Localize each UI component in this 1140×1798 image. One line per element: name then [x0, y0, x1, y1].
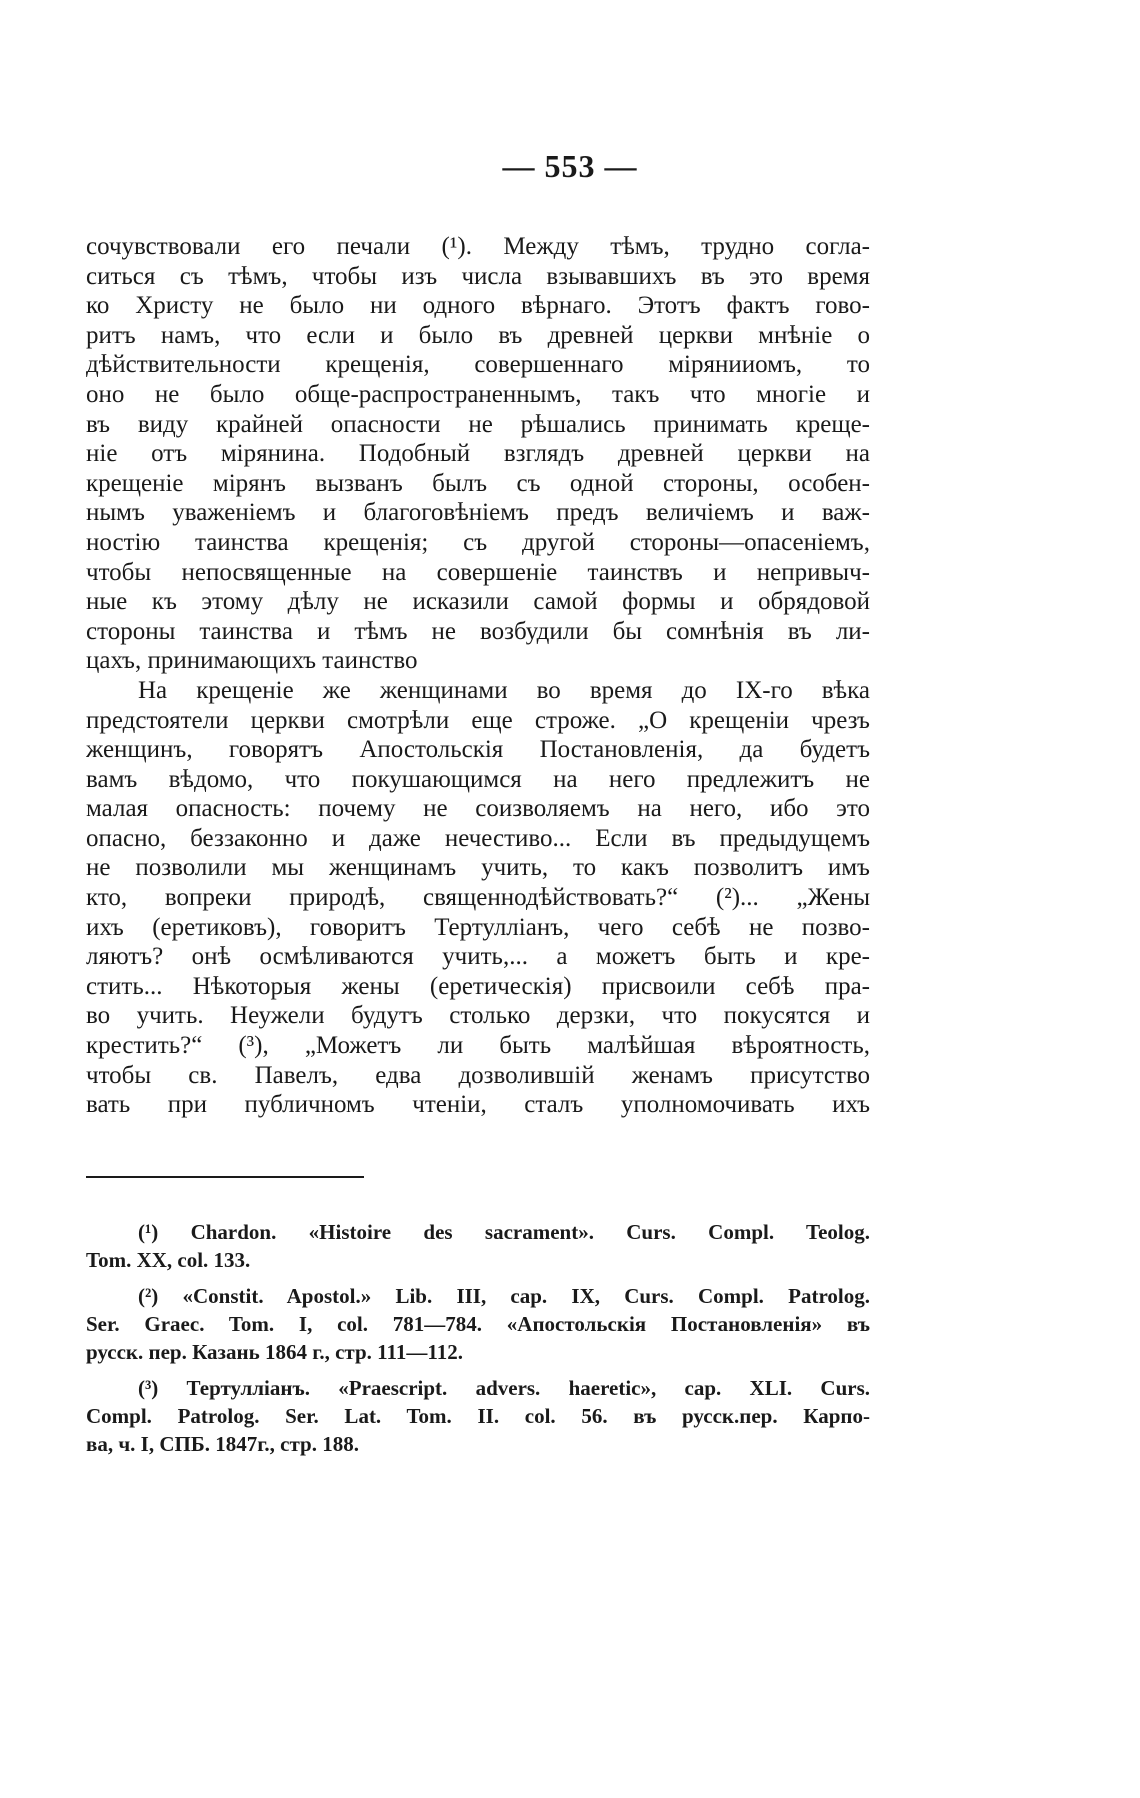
text-line: ко Христу не было ни одного вѣрнаго. Этотъ фактъ гово-	[86, 292, 870, 320]
text-line: сочувствовали его печали (¹). Между тѣмъ, трудно согла-	[86, 233, 870, 260]
footnote-line: (²) «Constit. Apostol.» Lib. III, cap. IX, Curs. Compl. Patrolog.	[138, 1284, 870, 1308]
text-line: малая опасность: почему не соизволяемъ на него, ибо это	[86, 795, 870, 823]
text-line: ніе отъ мірянина. Подобный взглядъ древней церкви на	[86, 440, 870, 468]
text-line: не позволили мы женщинамъ учить, то какъ позволитъ имъ	[86, 854, 870, 882]
text-line-paragraph-end: цахъ, принимающихъ таинство	[86, 647, 418, 675]
footnote-2	[86, 1282, 870, 1366]
footnote-line: (³) Тертулліанъ. «Praescript. advers. haeretic», cap. XLI. Curs.	[138, 1376, 870, 1400]
text-line: дѣйствительности крещенія, совершеннаго мірянииомъ, то	[86, 351, 870, 379]
text-line: ляютъ? онѣ осмѣливаются учить,... а можетъ быть и кре-	[86, 943, 870, 971]
page-number: — 553 —	[502, 148, 638, 184]
text-line: ихъ (еретиковъ), говоритъ Тертулліанъ, чего себѣ не позво-	[86, 913, 870, 941]
footnote-divider	[86, 1176, 364, 1178]
text-line: ностію таинства крещенія; съ другой стороны—опасеніемъ,	[86, 528, 870, 556]
footnote-line: (¹) Chardon. «Histoire des sacrament». Curs. Compl. Teolog.	[138, 1220, 870, 1244]
text-line: во учить. Неужели будутъ столько дерзки, что покусятся и	[86, 1002, 870, 1030]
text-line: въ виду крайней опасности не рѣшались принимать креще-	[86, 410, 870, 438]
footnote-line: русск. пер. Казань 1864 г., стр. 111—112.	[86, 1340, 463, 1364]
footnote-1	[86, 1218, 870, 1274]
text-line: кто, вопреки природѣ, священнодѣйствовать?“ (²)... „Жены	[86, 884, 870, 912]
text-line: чтобы св. Павелъ, едва дозволившій женамъ присутство	[86, 1061, 870, 1089]
text-line: женщинъ, говорятъ Апостольскія Постановленія, да будетъ	[86, 736, 870, 764]
text-line: ситься съ тѣмъ, чтобы изъ числа взывавшихъ въ это время	[86, 262, 870, 290]
footnote-line: ва, ч. I, СПБ. 1847г., стр. 188.	[86, 1432, 359, 1456]
text-line: крестить?“ (³), „Можетъ ли быть малѣйшая вѣроятность,	[86, 1032, 870, 1060]
footnote-line: Compl. Patrolog. Ser. Lat. Tom. II. col. 56. въ русск.пер. Карпо-	[86, 1404, 870, 1428]
text-line: чтобы непосвященные на совершеніе таинствъ и непривыч-	[86, 558, 870, 586]
text-line: нымъ уваженіемъ и благоговѣніемъ предъ величіемъ и важ-	[86, 499, 870, 527]
footnote-3	[86, 1374, 870, 1458]
text-line: опасно, беззаконно и даже нечестиво... Если въ предыдущемъ	[86, 824, 870, 852]
text-line: вать при публичномъ чтеніи, сталъ уполномочивать ихъ	[86, 1091, 870, 1119]
text-line: вамъ вѣдомо, что покушающимся на него предлежитъ не	[86, 765, 870, 793]
text-line: стить... Нѣкоторыя жены (еретическія) присвоили себѣ пра-	[86, 972, 870, 1000]
footnotes	[86, 1218, 870, 1466]
text-line: оно не было обще-распространеннымъ, такъ что многіе и	[86, 380, 870, 408]
text-line: ритъ намъ, что если и было въ древней церкви мнѣніе о	[86, 321, 870, 349]
text-line: ные къ этому дѣлу не исказили самой формы и обрядовой	[86, 588, 870, 616]
main-text	[86, 232, 870, 1120]
text-line: предстоятели церкви смотрѣли еще строже. „О крещеніи чрезъ	[86, 706, 870, 734]
text-line: стороны таинства и тѣмъ не возбудили бы сомнѣнія въ ли-	[86, 617, 870, 645]
footnote-line: Tom. XX, col. 133.	[86, 1248, 251, 1272]
text-line-paragraph-start: На крещеніе же женщинами во время до IX-го вѣка	[138, 676, 870, 704]
footnote-line: Ser. Graec. Tom. I, col. 781—784. «Апостольскія Постановленія» въ	[86, 1312, 870, 1336]
text-line: крещеніе мірянъ вызванъ былъ съ одной стороны, особен-	[86, 469, 870, 497]
